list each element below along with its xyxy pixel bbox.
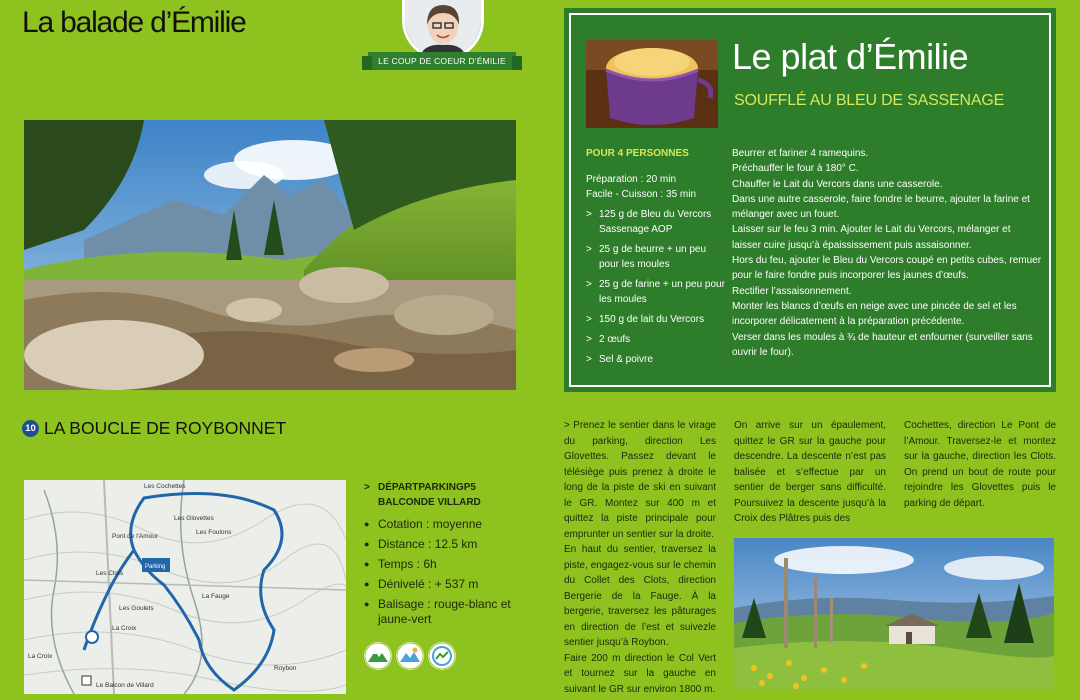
walk-paragraph: Cochettes, direction Le Pont de l’Amour. Traversez-le et montez sur la gauche, direction les Clots. On prend un bout de route pour rejoindre les Glovettes puis le parking de départ. — [904, 420, 1056, 509]
coup-de-coeur-badge — [368, 0, 516, 76]
route-departure: > DÉPARTPARKINGP5 BALCONDE VILLARD — [364, 480, 516, 510]
map-label-goulets: Les Goulets — [119, 605, 154, 612]
route-fact-time: ● Temps : 6h — [364, 557, 516, 572]
recipe-step: Laisser sur le feu 3 min. Ajouter le Lait du Vercors, mélanger et laisser cuire jusqu’à épaississement puis assaisonner. — [732, 224, 1011, 251]
map-label-roybon: Roybon — [274, 665, 297, 672]
recipe-step: Chauffer le Lait du Vercors dans une casserole. — [732, 178, 943, 190]
route-fact-distance: ● Distance : 12.5 km — [364, 537, 516, 552]
walk-text-column-3 — [904, 418, 1056, 511]
souffle-photo — [586, 40, 718, 128]
recipe-step: Dans une autre casserole, faire fondre le beurre, ajouter la farine et mélanger avec un fouet. — [732, 193, 1030, 221]
ingredient-item: > 25 g de farine + un peu pour les moules — [586, 277, 726, 307]
recipe-panel — [564, 8, 1056, 392]
recipe-step: Monter les blancs d’œufs en neige avec une pincée de sel et les incorporer délicatement à la préparation précédente. — [732, 300, 1017, 328]
route-title: LA BOUCLE DE ROYBONNET — [44, 418, 287, 438]
walk-paragraph: > Prenez le sentier dans le virage du parking, direction Les Glovettes. Passez devant le télésiège puis prenez à droite le long de la piste de ski en suivant le GR. Montez sur 400 m et quittez la piste principale pour emprunter un sentier sur la droite. — [564, 420, 716, 540]
emilie-portrait — [402, 0, 484, 60]
ingredients-list — [586, 207, 726, 367]
map-label-pont-amour: Pont de l'Amour — [112, 533, 159, 540]
route-fact-markings: ● Balisage : rouge-blanc et jaune-vert — [364, 597, 516, 627]
badge-ribbon: LE COUP DE COEUR D’ÉMILIE — [368, 52, 516, 70]
ingredient-item: > 125 g de Bleu du Vercors Sassenage AOP — [586, 207, 726, 237]
map-label-glovettes: Les Glovettes — [174, 515, 214, 522]
prep-time: Préparation : 20 min — [586, 174, 677, 185]
walk-paragraph: Faire 200 m direction le Col Vert et tournez sur la gauche en suivant le GR sur environ 1800 m. — [564, 652, 716, 695]
family-mountain-icon — [396, 642, 424, 670]
map-label-foulons: Les Foulons — [196, 529, 232, 536]
route-icons — [364, 642, 456, 670]
recipe-step: Rectifier l’assaisonnement. — [732, 285, 852, 297]
nature-label-icon — [428, 642, 456, 670]
map-label-parking: Parking — [145, 564, 166, 570]
map-label-fauge: La Fauge — [202, 593, 230, 600]
walk-paragraph: En haut du sentier, traversez la piste, engagez-vous sur le chemin du Collet des Clots, direction Bergerie de la Fauge. À la bergerie, traversez les pâturages en direction de l’est et suivezle sentier jusqu’à Roybon. — [564, 544, 716, 648]
ingredient-item: > Sel & poivre — [586, 352, 726, 367]
recipe-step: Préchauffer le four à 180° C. — [732, 163, 859, 175]
route-fact-elevation: ● Dénivelé : + 537 m — [364, 577, 516, 592]
recipe-step: Verser dans les moules à ¾ de hauteur et enfourner (surveiller sans ouvrir le four). — [732, 331, 1033, 358]
walk-paragraph: On arrive sur un épaulement, quittez le GR sur la gauche pour descendre. La descente n’est pas balisée et s’effectue par un sentier de berger sans difficulté. Poursuivez la descente jusqu’à la Croix des Plâtres puis des — [734, 420, 886, 524]
route-number-badge: 10 — [22, 420, 39, 437]
route-info — [364, 480, 516, 632]
ingredient-item: > 25 g de beurre + un peu pour les moules — [586, 242, 726, 272]
walk-text-column-1 — [564, 418, 716, 697]
recipe-step: Beurrer et fariner 4 ramequins. — [732, 148, 869, 159]
mountain-stream-photo — [24, 120, 516, 390]
map-label-cochettes: Les Cochettes — [144, 483, 186, 490]
map-label-clots: Les Clots — [96, 570, 124, 577]
ingredients-block — [586, 146, 726, 372]
recipe-step: Hors du feu, ajouter le Bleu du Vercors coupé en petits cubes, remuer pour le faire fondre puis incorporer les jaunes d’œufs. — [732, 255, 1042, 282]
ingredient-item: > 2 œufs — [586, 332, 726, 347]
route-facts-list — [364, 517, 516, 627]
map-label-col: La Croix — [28, 653, 53, 660]
hiking-mountain-icon — [364, 642, 392, 670]
route-fact-cotation: ● Cotation : moyenne — [364, 517, 516, 532]
servings-label: POUR 4 PERSONNES — [586, 148, 689, 159]
page-title: La balade d’Émilie — [22, 6, 246, 39]
route-map — [24, 480, 346, 694]
cook-time: Facile - Cuisson : 35 min — [586, 189, 697, 200]
mountain-meadow-photo — [734, 538, 1054, 690]
walk-text-column-2 — [734, 418, 886, 527]
recipe-steps — [732, 146, 1042, 360]
map-label-balcon: Le Balcon de Villard — [96, 682, 154, 689]
recipe-title: Le plat d’Émilie — [732, 36, 969, 77]
ingredient-item: > 150 g de lait du Vercors — [586, 312, 726, 327]
route-heading — [22, 418, 286, 439]
recipe-subtitle: SOUFFLÉ AU BLEU DE SASSENAGE — [734, 92, 1005, 109]
map-label-croix: La Croix — [112, 625, 137, 632]
